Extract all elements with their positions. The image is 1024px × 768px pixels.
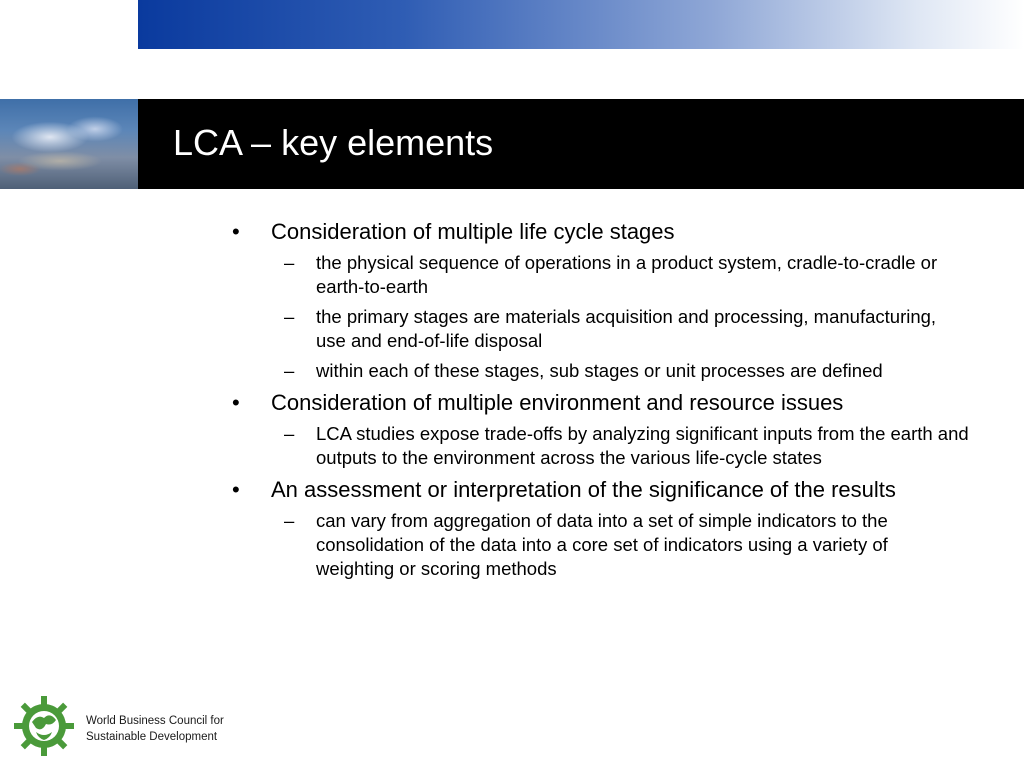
slide-content bbox=[230, 218, 970, 587]
sub-bullet-text: LCA studies expose trade-offs by analyzing significant inputs from the earth and outputs to the environment across the various life-cycle states bbox=[316, 423, 969, 468]
slide-title: LCA – key elements bbox=[173, 122, 494, 163]
bullet-marker: • bbox=[232, 219, 240, 244]
sub-bullet-item bbox=[230, 509, 970, 581]
dash-marker: – bbox=[284, 423, 295, 444]
sub-bullet-item bbox=[230, 359, 970, 383]
wbcsd-logo bbox=[10, 692, 250, 762]
org-name-line1: World Business Council for bbox=[86, 715, 224, 727]
bullet-text: An assessment or interpretation of the significance of the results bbox=[271, 477, 896, 502]
sub-bullet-item bbox=[230, 422, 970, 470]
bullet-marker: • bbox=[232, 390, 240, 415]
bullet-item bbox=[230, 389, 970, 417]
dash-marker: – bbox=[284, 306, 295, 327]
sub-bullet-text: can vary from aggregation of data into a set of simple indicators to the consolidation of the data into a core set of indicators using a variety of weighting or scoring methods bbox=[316, 510, 888, 579]
org-name-line2: Sustainable Development bbox=[86, 731, 218, 743]
sub-bullet-item bbox=[230, 251, 970, 299]
dash-marker: – bbox=[284, 360, 295, 381]
sub-bullet-text: within each of these stages, sub stages or unit processes are defined bbox=[316, 360, 883, 381]
dash-marker: – bbox=[284, 252, 295, 273]
wbcsd-gear-globe-icon bbox=[10, 692, 78, 760]
sub-bullet-text: the physical sequence of operations in a product system, cradle-to-cradle or earth-to-earth bbox=[316, 252, 938, 297]
top-gradient-band bbox=[138, 0, 1024, 49]
sub-bullet-text: the primary stages are materials acquisition and processing, manufacturing, use and end-of-life disposal bbox=[316, 306, 937, 351]
bullet-text: Consideration of multiple environment and resource issues bbox=[271, 390, 844, 415]
bullet-item bbox=[230, 218, 970, 246]
bullet-text: Consideration of multiple life cycle stages bbox=[271, 219, 675, 244]
bullet-marker: • bbox=[232, 477, 240, 502]
sky-clouds-image bbox=[0, 99, 138, 189]
bullet-item bbox=[230, 476, 970, 504]
title-bar bbox=[138, 99, 1024, 189]
sub-bullet-item bbox=[230, 305, 970, 353]
dash-marker: – bbox=[284, 510, 295, 531]
